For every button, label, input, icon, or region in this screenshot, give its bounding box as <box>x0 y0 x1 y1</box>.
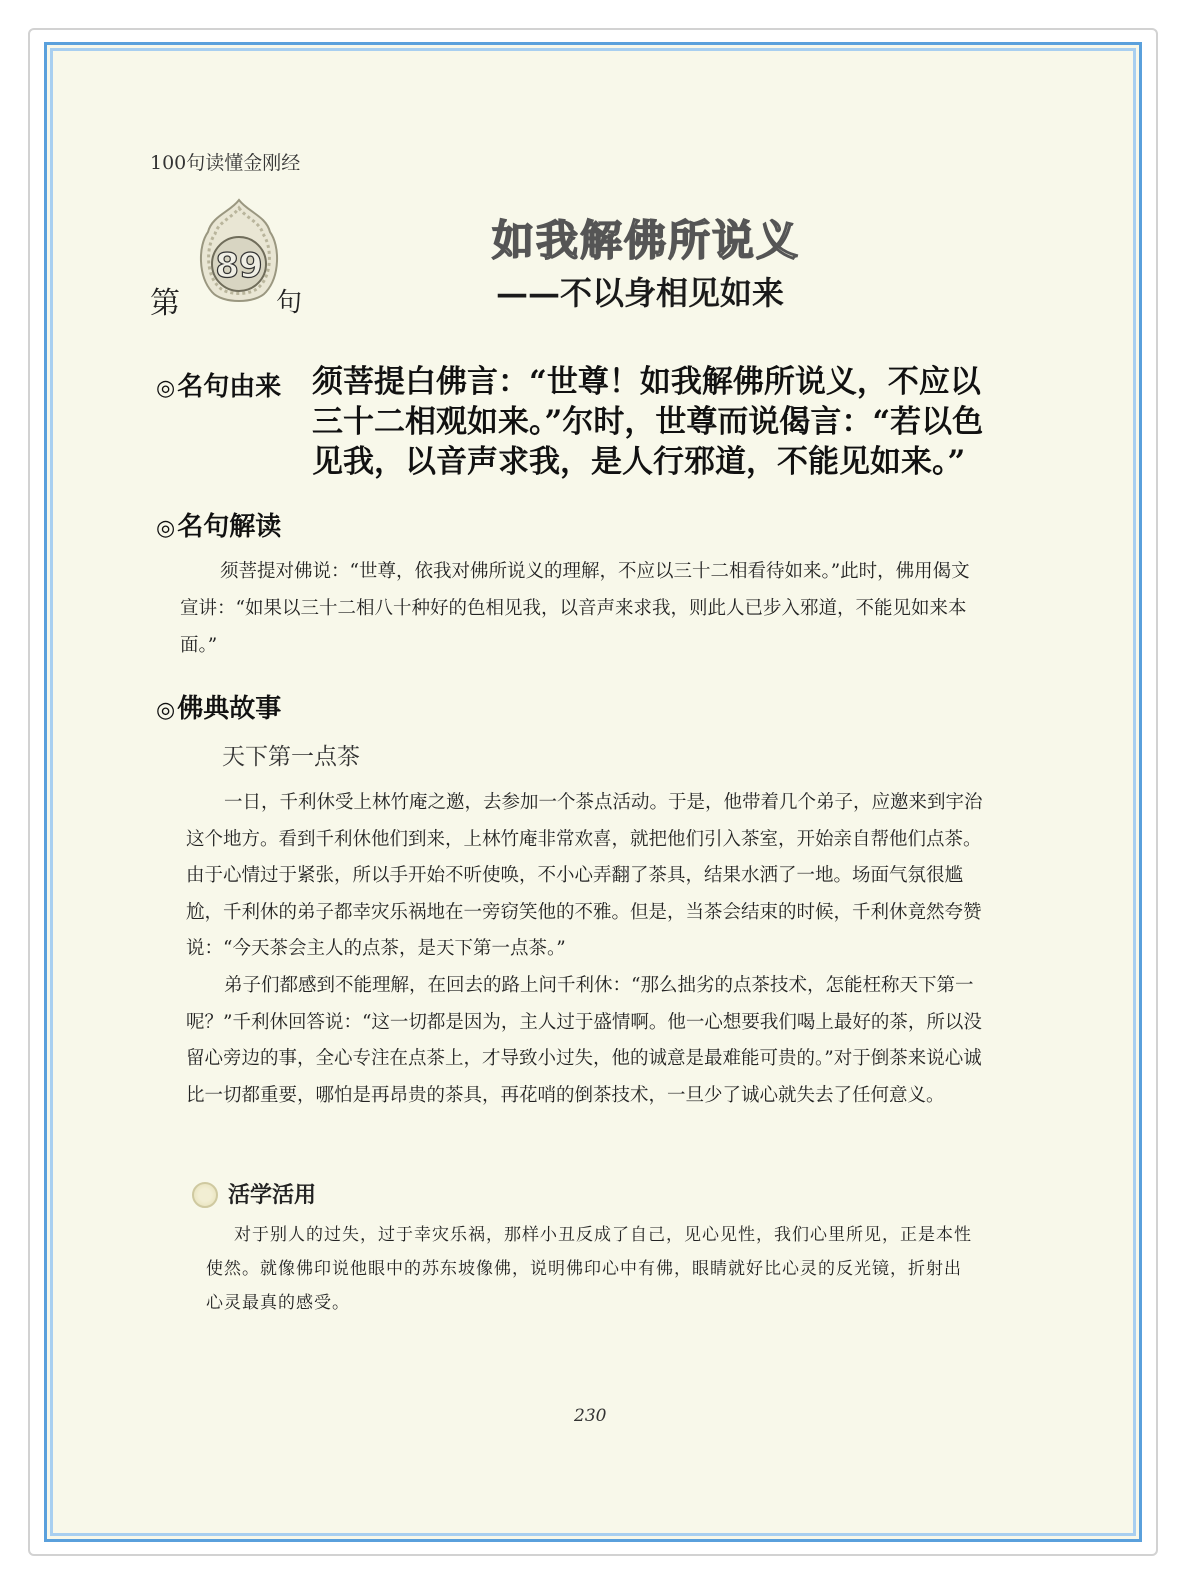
bullseye-icon: ◎ <box>156 516 176 541</box>
chapter-number-badge <box>196 198 282 310</box>
story-paragraph: 一日，千利休受上林竹庵之邀，去参加一个茶点活动。于是，他带着几个弟子，应邀来到宇治这个地方。看到千利休他们到来，上林竹庵非常欢喜，就把他们引入茶室，开始亲自帮他们点茶。由于心情过于紧张，所以手开始不听使唤，不小心弄翻了茶具，结果水洒了一地。场面气氛很尴尬，千利休的弟子都幸灾乐祸地在一旁窃笑他的不雅。但是，当茶会结束的时候，千利休竟然夸赞说：“今天茶会主人的点茶，是天下第一点茶。” <box>186 792 983 960</box>
bullseye-icon: ◎ <box>156 376 176 401</box>
application-heading: 活学活用 <box>228 1182 317 1208</box>
story-title: 天下第一点茶 <box>222 744 360 770</box>
page-subtitle: ——不以身相见如来 <box>496 274 785 312</box>
section-heading-story <box>156 688 281 725</box>
application-text: 对于别人的过失，过于幸灾乐祸，那样小丑反成了自己，见心见性，我们心里所见，正是本性使然。就像佛印说他眼中的苏东坡像佛，说明佛印心中有佛，眼睛就好比心灵的反光镜，折射出心灵最真的感受。 <box>206 1225 972 1313</box>
bullseye-icon: ◎ <box>156 698 176 723</box>
section-heading-label: 名句由来 <box>177 372 282 402</box>
famous-quote: 须菩提白佛言：“世尊！如我解佛所说义，不应以三十二相观如来。”尔时，世尊而说偈言：“若以色见我，以音声求我，是人行邪道，不能见如来。” <box>312 364 984 480</box>
story-paragraph: 弟子们都感到不能理解，在回去的路上问千利休：“那么拙劣的点茶技术，怎能枉称天下第一呢？”千利休回答说：“这一切都是因为，主人过于盛情啊。他一心想要我们喝上最好的茶，所以没留心旁边的事，全心专注在点茶上，才导致小过失，他的诚意是最难能可贵的。”对于倒茶来说心诚比一切都重要，哪怕是再昂贵的茶具，再花哨的倒茶技术，一旦少了诚心就失去了任何意义。 <box>186 974 982 1106</box>
interpretation-text: 须菩提对佛说：“世尊，依我对佛所说义的理解，不应以三十二相看待如来。”此时，佛用偈文宣讲：“如果以三十二相八十种好的色相见我，以音声来求我，则此人已步入邪道，不能见如来本面。” <box>180 561 970 656</box>
chapter-suffix: 句 <box>276 288 303 318</box>
section-heading-label: 名句解读 <box>177 512 282 542</box>
page-number: 230 <box>574 1406 607 1426</box>
section-heading-origin <box>156 366 281 403</box>
running-head: 100句读懂金刚经 <box>150 152 301 174</box>
circle-ornament-icon <box>192 1182 218 1208</box>
page-title: 如我解佛所说义 <box>492 216 801 265</box>
chapter-prefix: 第 <box>150 286 180 321</box>
chapter-number: 89 <box>215 246 263 286</box>
section-heading-label: 佛典故事 <box>177 694 282 724</box>
section-heading-interpretation <box>156 506 281 543</box>
story-body <box>186 785 986 1114</box>
